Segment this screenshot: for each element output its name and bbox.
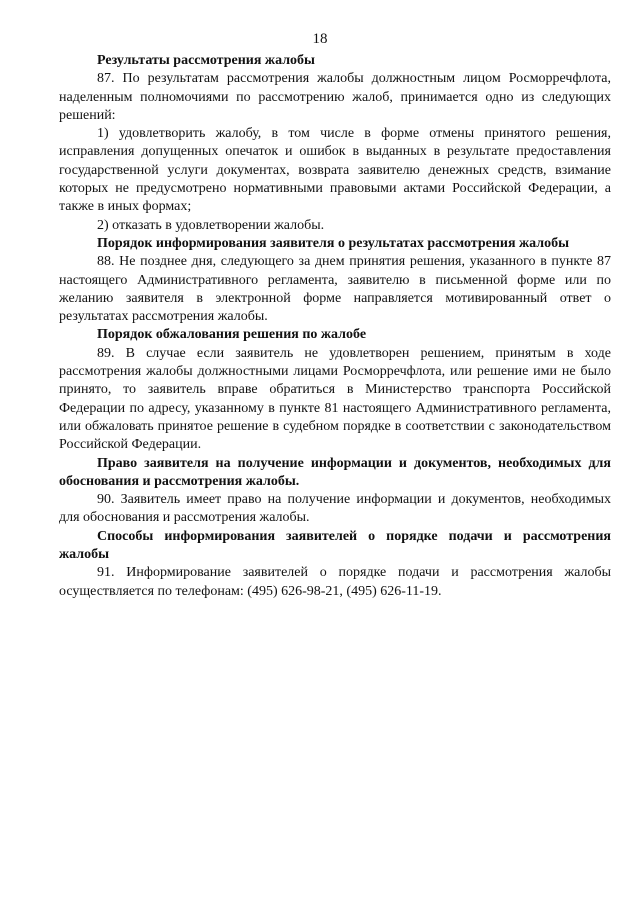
document-body [59, 52, 611, 601]
paragraph-91: 91. Информирование заявителей о порядке подачи и рассмотрения жалобы осуществляется по телефонам: (495) 626-98-21, (495) 626-11-19. [59, 565, 611, 599]
paragraph-89: 89. В случае если заявитель не удовлетворен решением, принятым в ходе рассмотрения жалобы должностными лицами Росморречфлота, или решение ими не было принято, то заявитель вправе обратиться в Министерство транспорта Российской Федерации по адресу, указанному в пункте 81 настоящего Административного регламента, или обжаловать принятое решение в судебном порядке в соответствии с законодательством Российской Федерации. [59, 345, 611, 453]
section-heading: Право заявителя на получение информации и документов, необходимых для обоснования и рассмотрения жалобы. [59, 455, 611, 489]
page-number: 18 [312, 31, 328, 47]
section-informing-applicant [59, 235, 611, 326]
section-complaint-results [59, 52, 611, 235]
section-heading: Результаты рассмотрения жалобы [97, 53, 315, 68]
paragraph-87-option-2: 2) отказать в удовлетворении жалобы. [97, 217, 325, 233]
section-right-to-information [59, 455, 611, 528]
paragraph-90: 90. Заявитель имеет право на получение информации и документов, необходимых для обоснования и рассмотрения жалобы. [59, 492, 611, 526]
paragraph-88: 88. Не позднее дня, следующего за днем принятия решения, указанного в пункте 87 настоящего Административного регламента, заявителю в письменной форме или по желанию заявителя в электронной форме направляется мотивированный ответ о результатах рассмотрения жалобы. [59, 254, 611, 325]
section-heading: Способы информирования заявителей о порядке подачи и рассмотрения жалобы [59, 528, 611, 563]
paragraph-87: 87. По результатам рассмотрения жалобы должностным лицом Росморречфлота, наделенным полномочиями по рассмотрению жалоб, принимается одно из следующих решений: [59, 71, 611, 123]
section-appeal-procedure [59, 326, 611, 454]
section-informing-methods [59, 528, 611, 601]
paragraph-87-option-1: 1) удовлетворить жалобу, в том числе в форме отмены принятого решения, исправления допущенных опечаток и ошибок в выданных в результате предоставления государственной услуги документах, возврата заявителю денежных средств, взимание которых не предусмотрено нормативными правовыми актами Российской Федерации, а также в иных формах; [59, 126, 611, 215]
section-heading: Порядок информирования заявителя о результатах рассмотрения жалобы [97, 235, 570, 251]
section-heading: Порядок обжалования решения по жалобе [97, 327, 367, 343]
